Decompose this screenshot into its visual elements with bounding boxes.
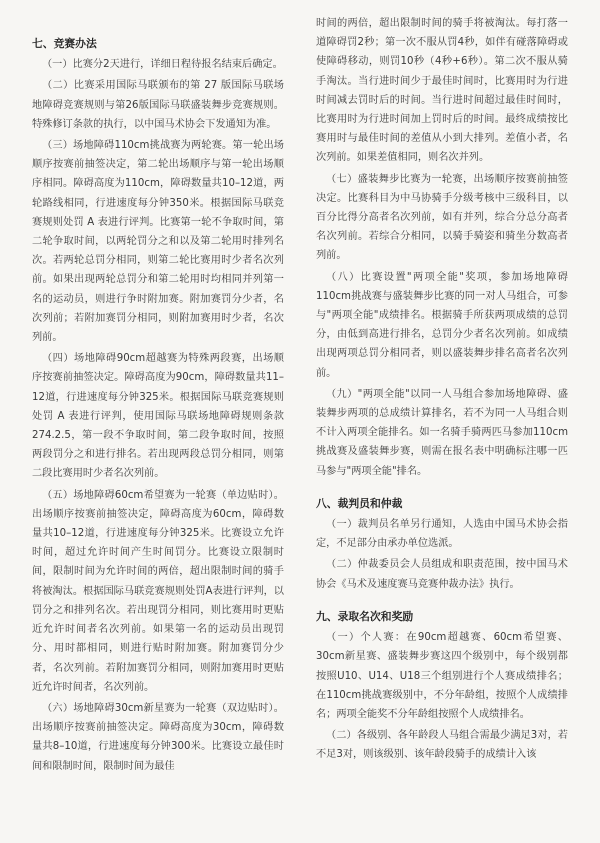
section-9-paragraph-1: （一）个人赛：在90cm超越赛、60cm希望赛、30cm新星赛、盛装舞步赛这四个级别中，每个级别都按照U10、U14、U18三个组别进行个人赛成绩排名；在110cm挑战赛级别中，不分年龄组，按照个人成绩排名；两项全能奖不分年龄组按照个人成绩排名。 xyxy=(316,632,568,720)
section-7-paragraph-4: （四）场地障碍90cm超越赛为特殊两段赛，出场顺序按赛前抽签决定。障碍高度为90cm，障碍数量共11–12道，行进速度每分钟325米。根据国际马联竞赛规则处罚 A 表进行评判，使用国际马联场地障碍规则条款274.2.5，第一段不争取时间，第二段争取时间，按照两段罚分之和进行排名。若出现两段总罚分相同，则第二段比赛用时少者名次列前。 xyxy=(32,353,284,480)
left-column xyxy=(32,34,284,778)
section-7-paragraph-9: （九）"两项全能"以同一人马组合参加场地障碍、盛装舞步两项的总成绩计算排名，若不为同一人马组合则不计入两项全能排名。如一名骑手骑两匹马参加110cm挑战赛及盛装舞步赛，则需在报名表中明确标注哪一匹马参与"两项全能"排名。 xyxy=(316,388,568,477)
section-7-heading: 七、竞赛办法 xyxy=(32,37,97,50)
section-8-heading: 八、裁判员和仲裁 xyxy=(316,496,403,510)
right-column xyxy=(316,14,568,778)
section-7-paragraph-2: （二）比赛采用国际马联颁布的第 27 版国际马联场地障碍竞赛规则与第26版国际马联盛装舞步竞赛规则。特殊修订条款的执行，以中国马术协会下发通知为准。 xyxy=(32,80,284,130)
section-7-paragraph-6-continued: 时间的两倍，超出限制时间的骑手将被淘汰。每打落一道障碍罚2秒；第一次不服从罚4秒，如伴有碰落障碍或使障碍移动，则罚10秒（4秒+6秒）。第二次不服从骑手淘汰。当行进时间少于最佳时间时，比赛用时为行进时间减去罚时后的时间。当行进时间超过最佳时间时，比赛用时为行进时间加上罚时后的时间。最终成绩按比赛用时与最佳时间的差值从小到大排列。差值小者，名次列前。如果差值相同，则名次并列。 xyxy=(316,18,568,164)
section-8-paragraph-1: （一）裁判员名单另行通知，人选由中国马术协会指定，不足部分由承办单位选派。 xyxy=(316,519,568,550)
section-7-paragraph-7: （七）盛装舞步比赛为一轮赛，出场顺序按赛前抽签决定。比赛科目为中马协骑手分级考核中三级科目，以百分比得分高者名次列前，如有并列，综合分总分高者名次列前。若综合分相同，以骑手骑姿和骑坐分数高者列前。 xyxy=(316,173,568,262)
section-7-paragraph-8: （八）比赛设置"两项全能"奖项，参加场地障碍110cm挑战赛与盛装舞步比赛的同一对人马组合，可参与"两项全能"成绩排名。根据骑手所获两项成绩的总罚分，由低到高进行排名，总罚分少者名次列前。如成绩出现两项总罚分相同者，则以盛装舞步排名高者名次列前。 xyxy=(316,271,568,379)
section-9-heading: 九、录取名次和奖励 xyxy=(316,609,414,623)
section-7-paragraph-6-start: （六）场地障碍30cm新星赛为一轮赛（双边贴时）。出场顺序按赛前抽签决定。障碍高度为30cm，障碍数量共8–10道，行进速度每分钟300米。比赛设立最佳时间和限制时间，限制时间为最佳 xyxy=(32,702,284,772)
section-7-paragraph-1: （一）比赛分2天进行，详细日程待报名结束后确定。 xyxy=(42,59,283,71)
section-7-paragraph-3: （三）场地障碍110cm挑战赛为两轮赛。第一轮出场顺序按赛前抽签决定，第二轮出场顺序与第一轮出场顺序相同。障碍高度为110cm，障碍数量共10–12道，两轮路线相同，行进速度每分钟350米。根据国际马联竞赛规则处罚 A 表进行评判。比赛第一轮不争取时间，第二轮争取时间，以两轮罚分之和以及第二轮用时排列名次。若两轮总罚分相同，则第二轮比赛用时少者名次列前。如果出现两轮总罚分和第二轮用时均相同并列第一名的运动员，则进行争时附加赛。附加赛罚分少者，名次列前；若附加赛罚分相同，则附加赛用时少者，名次列前。 xyxy=(32,140,284,344)
section-7-paragraph-5: （五）场地障碍60cm希望赛为一轮赛（单边贴时）。出场顺序按赛前抽签决定，障碍高度为60cm，障碍数量共10–12道，行进速度每分钟325米。比赛设立允许时间，超过允许时间产生时间罚分。比赛设立限制时间，限制时间为允许时间的两倍，超出限制时间的骑手将被淘汰。根据国际马联竞赛规则处罚A表进行评判，以罚分之和排列名次。若出现罚分相同，则比赛用时更贴近允许时间者名次列前。如果第一名的运动员出现罚分、用时都相同，则进行贴时附加赛。附加赛罚分少者，名次列前。若附加赛罚分相同，则附加赛用时更贴近允许时间者，名次列前。 xyxy=(32,489,284,693)
section-8-paragraph-2: （二）仲裁委员会人员组成和职责范围，按中国马术协会《马术及速度赛马竞赛仲裁办法》执行。 xyxy=(316,559,568,590)
two-column-layout xyxy=(32,18,568,778)
section-9-paragraph-2: （二）各级别、各年龄段人马组合需最少满足3对，若不足3对，则该级别、该年龄段骑手的成绩计入该 xyxy=(316,730,568,761)
